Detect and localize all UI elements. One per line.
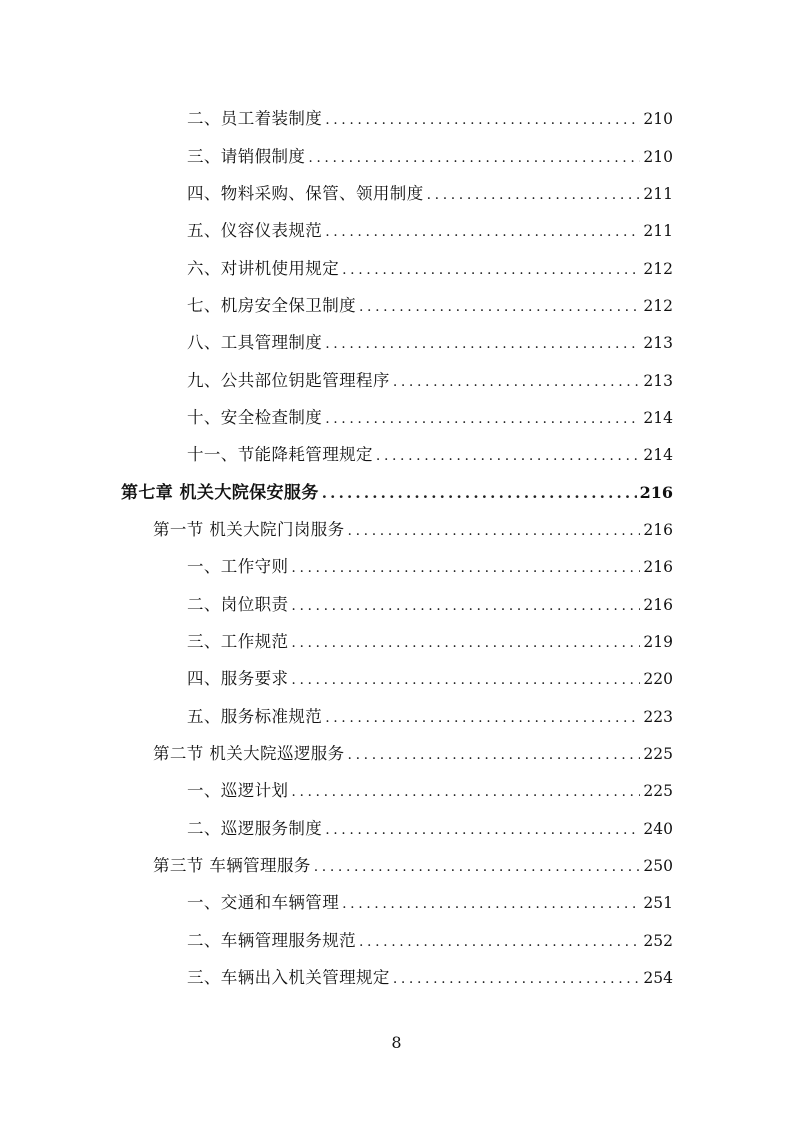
- toc-entry-title: 四、物料采购、保管、领用制度: [187, 183, 424, 203]
- toc-entry-page: 211: [643, 184, 673, 203]
- toc-entry-title: 六、对讲机使用规定: [187, 258, 340, 278]
- toc-entry[interactable]: [0, 549, 793, 586]
- page-number: 8: [391, 1033, 402, 1052]
- toc-entry-page: 220: [643, 670, 673, 689]
- toc-entry-page: 212: [643, 259, 673, 278]
- toc-entry-page: 210: [643, 110, 673, 129]
- toc-entry[interactable]: [0, 586, 793, 623]
- toc-entry-title: 十、安全检查制度: [187, 407, 323, 427]
- toc-entry-title: 九、公共部位钥匙管理程序: [187, 370, 390, 390]
- toc-chapter-entry[interactable]: [0, 474, 793, 511]
- toc-entry-page: 212: [643, 296, 673, 315]
- toc-section-title: 第二节 机关大院巡逻服务: [153, 744, 345, 764]
- toc-dot-leader: [325, 334, 640, 354]
- toc-entry-page: 251: [643, 894, 673, 913]
- toc-entry-page: 250: [643, 857, 673, 876]
- toc-dot-leader: [427, 185, 641, 205]
- toc-entry-page: 211: [643, 222, 673, 241]
- toc-entry[interactable]: [0, 362, 793, 399]
- toc-dot-leader: [291, 670, 640, 690]
- toc-section-entry[interactable]: [0, 848, 793, 885]
- toc-section-entry[interactable]: [0, 512, 793, 549]
- toc-entry-page: 223: [643, 707, 673, 726]
- toc-entry[interactable]: [0, 960, 793, 997]
- toc-entry-title: 三、请销假制度: [187, 146, 306, 166]
- toc-entry-title: 二、员工着装制度: [187, 109, 323, 129]
- toc-entry[interactable]: [0, 773, 793, 810]
- toc-dot-leader: [291, 633, 640, 653]
- toc-dot-leader: [342, 260, 640, 280]
- toc-entry-page: 254: [643, 969, 673, 988]
- table-of-contents: [0, 101, 793, 997]
- toc-dot-leader: [359, 932, 640, 952]
- toc-entry[interactable]: [0, 176, 793, 213]
- toc-entry[interactable]: [0, 661, 793, 698]
- toc-dot-leader: [393, 372, 641, 392]
- toc-entry-title: 二、巡逻服务制度: [187, 818, 323, 838]
- toc-entry-title: 一、工作守则: [187, 557, 289, 577]
- toc-dot-leader: [291, 558, 640, 578]
- toc-entry-page: 225: [643, 782, 673, 801]
- toc-entry-page: 213: [643, 334, 673, 353]
- toc-entry-title: 十一、节能降耗管理规定: [187, 445, 373, 465]
- toc-entry[interactable]: [0, 699, 793, 736]
- toc-entry[interactable]: [0, 400, 793, 437]
- toc-dot-leader: [322, 483, 637, 503]
- toc-dot-leader: [325, 409, 640, 429]
- toc-entry[interactable]: [0, 437, 793, 474]
- toc-entry[interactable]: [0, 325, 793, 362]
- toc-section-entry[interactable]: [0, 736, 793, 773]
- toc-dot-leader: [325, 820, 640, 840]
- toc-dot-leader: [342, 894, 640, 914]
- toc-dot-leader: [348, 745, 641, 765]
- toc-dot-leader: [359, 297, 640, 317]
- toc-dot-leader: [325, 222, 640, 242]
- toc-entry-title: 一、交通和车辆管理: [187, 893, 340, 913]
- toc-entry[interactable]: [0, 811, 793, 848]
- toc-entry[interactable]: [0, 624, 793, 661]
- toc-dot-leader: [376, 446, 641, 466]
- toc-entry-title: 四、服务要求: [187, 669, 289, 689]
- toc-entry[interactable]: [0, 250, 793, 287]
- toc-entry-page: 213: [643, 371, 673, 390]
- toc-dot-leader: [325, 110, 640, 130]
- toc-dot-leader: [291, 596, 640, 616]
- toc-entry-page: 219: [643, 632, 673, 651]
- toc-entry-page: 225: [643, 745, 673, 764]
- toc-entry-title: 三、工作规范: [187, 631, 289, 651]
- toc-section-title: 第一节 机关大院门岗服务: [153, 519, 345, 539]
- toc-entry-title: 三、车辆出入机关管理规定: [187, 968, 390, 988]
- toc-entry-page: 216: [643, 595, 673, 614]
- toc-entry-page: 210: [643, 147, 673, 166]
- toc-entry-page: 216: [643, 558, 673, 577]
- toc-dot-leader: [325, 708, 640, 728]
- toc-entry-title: 八、工具管理制度: [187, 333, 323, 353]
- toc-entry-title: 二、岗位职责: [187, 594, 289, 614]
- toc-entry-page: 252: [643, 931, 673, 950]
- toc-entry-title: 五、服务标准规范: [187, 706, 323, 726]
- toc-entry-page: 216: [643, 520, 673, 539]
- toc-entry[interactable]: [0, 923, 793, 960]
- toc-entry-page: 214: [643, 446, 673, 465]
- toc-chapter-title: 第七章 机关大院保安服务: [121, 483, 319, 504]
- toc-entry-title: 二、车辆管理服务规范: [187, 930, 356, 950]
- toc-dot-leader: [348, 521, 641, 541]
- toc-entry-page: 216: [639, 483, 673, 503]
- toc-entry[interactable]: [0, 288, 793, 325]
- toc-entry-page: 240: [643, 819, 673, 838]
- toc-entry[interactable]: [0, 885, 793, 922]
- toc-entry-title: 七、机房安全保卫制度: [187, 295, 356, 315]
- toc-entry-title: 五、仪容仪表规范: [187, 221, 323, 241]
- toc-dot-leader: [393, 969, 641, 989]
- toc-dot-leader: [291, 782, 640, 802]
- toc-dot-leader: [314, 857, 641, 877]
- toc-section-title: 第三节 车辆管理服务: [153, 856, 311, 876]
- toc-entry[interactable]: [0, 138, 793, 175]
- toc-entry-page: 214: [643, 408, 673, 427]
- toc-entry[interactable]: [0, 101, 793, 138]
- toc-entry-title: 一、巡逻计划: [187, 781, 289, 801]
- toc-entry[interactable]: [0, 213, 793, 250]
- toc-dot-leader: [308, 148, 640, 168]
